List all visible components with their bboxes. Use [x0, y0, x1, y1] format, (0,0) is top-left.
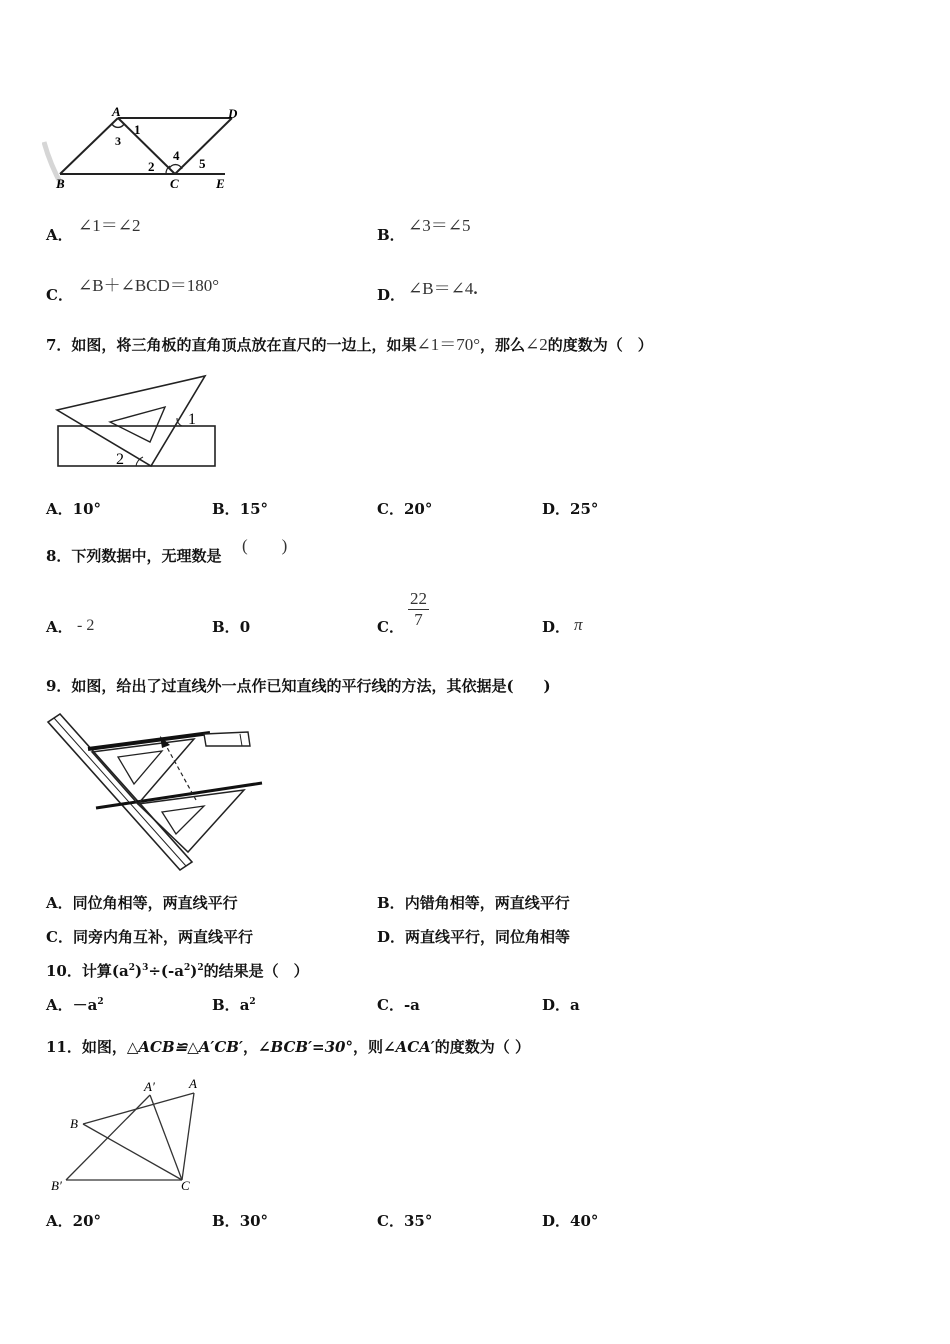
q8-option-a-math: - 2 [77, 617, 95, 634]
option-letter: C． [377, 500, 404, 518]
option-letter: C． [46, 928, 73, 946]
q6-option-d[interactable] [377, 284, 405, 305]
q11-congruence: △ACB≌△A′CB′ [126, 1038, 243, 1056]
option-letter: C． [377, 618, 404, 636]
option-text: 同位角相等，两直线平行 [72, 894, 238, 912]
option-text: 同旁内角互补，两直线平行 [72, 928, 253, 946]
option-text: 两直线平行，同位角相等 [405, 928, 571, 946]
option-text: 35° [403, 1212, 433, 1230]
q10-option-c[interactable] [377, 994, 420, 1015]
q6-label-4: 4 [173, 148, 180, 163]
q7-math-angle2: ∠2 [525, 335, 548, 354]
q11-question [46, 1036, 530, 1057]
option-text: 内错角相等，两直线平行 [404, 894, 570, 912]
option-text: 40° [570, 1212, 599, 1230]
q11-angle-given: ∠BCB′=30° [257, 1038, 353, 1056]
option-letter: D． [542, 618, 571, 636]
option-text: a [570, 996, 580, 1014]
q7-question [46, 330, 653, 355]
option-letter: B． [212, 1212, 240, 1230]
option-letter: D． [377, 286, 406, 304]
q6-label-D: D [228, 106, 238, 121]
option-letter: A． [46, 618, 73, 636]
q8-option-c-fraction [408, 589, 429, 630]
option-letter: C． [377, 1212, 404, 1230]
option-text: －a [72, 996, 98, 1014]
q7-text-post: 的度数为（ ） [547, 336, 653, 354]
q8-option-c[interactable] [377, 616, 404, 637]
q6-label-B: B [56, 176, 65, 191]
q6-label-2: 2 [148, 159, 155, 174]
option-text: 20° [72, 1212, 102, 1230]
q6-label-1: 1 [134, 122, 141, 137]
q6-option-d-text: ∠B＝∠4 [408, 279, 474, 298]
q9-option-a[interactable] [46, 892, 238, 913]
option-exponent: 2 [249, 997, 256, 1007]
option-text: 0 [239, 618, 251, 636]
q8-option-b[interactable] [212, 616, 250, 637]
q6-label-E: E [216, 176, 225, 191]
option-letter: C． [377, 996, 404, 1014]
q6-label-A: A [112, 104, 121, 119]
q11-text-post: 的度数为（ ） [434, 1038, 530, 1056]
q10-text-post: 的结果是（ ） [203, 962, 309, 980]
q11-label-Bprime: B′ [51, 1178, 62, 1193]
q11-option-b[interactable] [212, 1210, 268, 1231]
q6-option-c[interactable] [46, 284, 73, 305]
option-letter: A． [46, 894, 73, 912]
q8-option-d-math: π [574, 615, 583, 634]
option-text: 10° [72, 500, 102, 518]
q9-option-c[interactable] [46, 926, 253, 947]
q8-paren: ( ) [242, 536, 288, 555]
q11-text-mid: ， [242, 1038, 258, 1056]
q6-option-b[interactable] [377, 224, 405, 245]
option-text: 15° [239, 500, 269, 518]
option-letter: D． [542, 996, 571, 1014]
q11-option-c[interactable] [377, 1210, 432, 1231]
option-letter: D． [542, 1212, 571, 1230]
option-letter: B． [212, 618, 240, 636]
q10-exp-1: 2 [128, 963, 135, 973]
option-text: a [239, 996, 250, 1014]
q11-angle-asked: ∠ACA′ [383, 1038, 435, 1056]
option-letter: A． [46, 996, 73, 1014]
q10-exp-2: 3 [142, 963, 149, 973]
q6-label-C: C [170, 176, 179, 191]
option-letter: A． [46, 500, 73, 518]
q10-exp-3: 2 [183, 963, 191, 973]
option-exponent: 2 [97, 997, 104, 1007]
option-letter: B． [377, 894, 405, 912]
q7-math-angle1: ∠1＝70° [416, 335, 480, 354]
option-text: -a [403, 996, 420, 1014]
option-letter: A． [46, 1212, 73, 1230]
q11-option-a[interactable] [46, 1210, 101, 1231]
q8-option-d[interactable] [542, 616, 570, 637]
option-letter: B． [212, 500, 240, 518]
q11-label-A: A [189, 1076, 197, 1091]
q7-figure [50, 370, 225, 472]
q7-label-1: 1 [188, 411, 196, 428]
option-letter: B． [377, 226, 405, 244]
q6-label-3: 3 [115, 134, 121, 148]
q6-option-d-suffix: . [473, 279, 478, 298]
option-text: 30° [239, 1212, 269, 1230]
option-letter: B． [212, 996, 240, 1014]
q7-text-pre: 7．如图，将三角板的直角顶点放在直尺的一边上，如果 [46, 336, 417, 354]
option-letter: C． [46, 286, 73, 304]
q8-option-a[interactable] [46, 616, 73, 637]
q11-text-pre: 11．如图， [46, 1038, 127, 1056]
q6-option-a-math: ∠1＝∠2 [78, 216, 141, 235]
q11-label-C: C [181, 1178, 190, 1193]
q10-option-a[interactable] [46, 994, 104, 1015]
q9-figure [44, 712, 266, 874]
q11-label-B: B [70, 1116, 78, 1131]
q6-option-d-math [408, 274, 478, 299]
fraction-numerator: 22 [410, 589, 427, 608]
q6-option-c-math: ∠B＋∠BCD＝180° [78, 276, 220, 295]
q6-label-5: 5 [199, 156, 206, 171]
q7-option-c[interactable] [377, 498, 432, 519]
q9-question: 9．如图，给出了过直线外一点作已知直线的平行线的方法，其依据是( ) [46, 677, 551, 695]
q6-option-b-math: ∠3＝∠5 [408, 216, 471, 235]
q10-text-m2: ÷(-a [148, 962, 184, 980]
q6-figure [42, 104, 252, 196]
q7-option-a[interactable] [46, 498, 101, 519]
q7-text-mid: ，那么 [480, 336, 526, 354]
q10-text-m3: ) [190, 962, 198, 980]
q7-option-d[interactable] [542, 498, 598, 519]
q11-figure [48, 1074, 208, 1198]
q10-text-m1: ) [134, 962, 143, 980]
q10-option-d[interactable] [542, 994, 580, 1015]
q7-option-b[interactable] [212, 498, 268, 519]
q6-option-a[interactable] [46, 224, 73, 245]
q8-question: 8．下列数据中，无理数是 [46, 547, 222, 565]
q9-option-d[interactable] [377, 926, 570, 947]
q11-text-mid2: ，则 [353, 1038, 384, 1056]
option-text: 20° [403, 500, 433, 518]
q9-option-b[interactable] [377, 892, 570, 913]
option-letter: D． [542, 500, 571, 518]
q10-text-pre: 10．计算(a [46, 962, 129, 980]
option-letter: A． [46, 226, 73, 244]
option-text: 25° [570, 500, 599, 518]
q10-question [46, 960, 309, 981]
q11-option-d[interactable] [542, 1210, 598, 1231]
q11-label-Aprime: A′ [144, 1079, 155, 1094]
q10-option-b[interactable] [212, 994, 256, 1015]
q10-exp-4: 2 [197, 963, 204, 973]
q7-label-2: 2 [116, 451, 124, 468]
fraction-denominator: 7 [414, 610, 423, 629]
option-letter: D． [377, 928, 406, 946]
